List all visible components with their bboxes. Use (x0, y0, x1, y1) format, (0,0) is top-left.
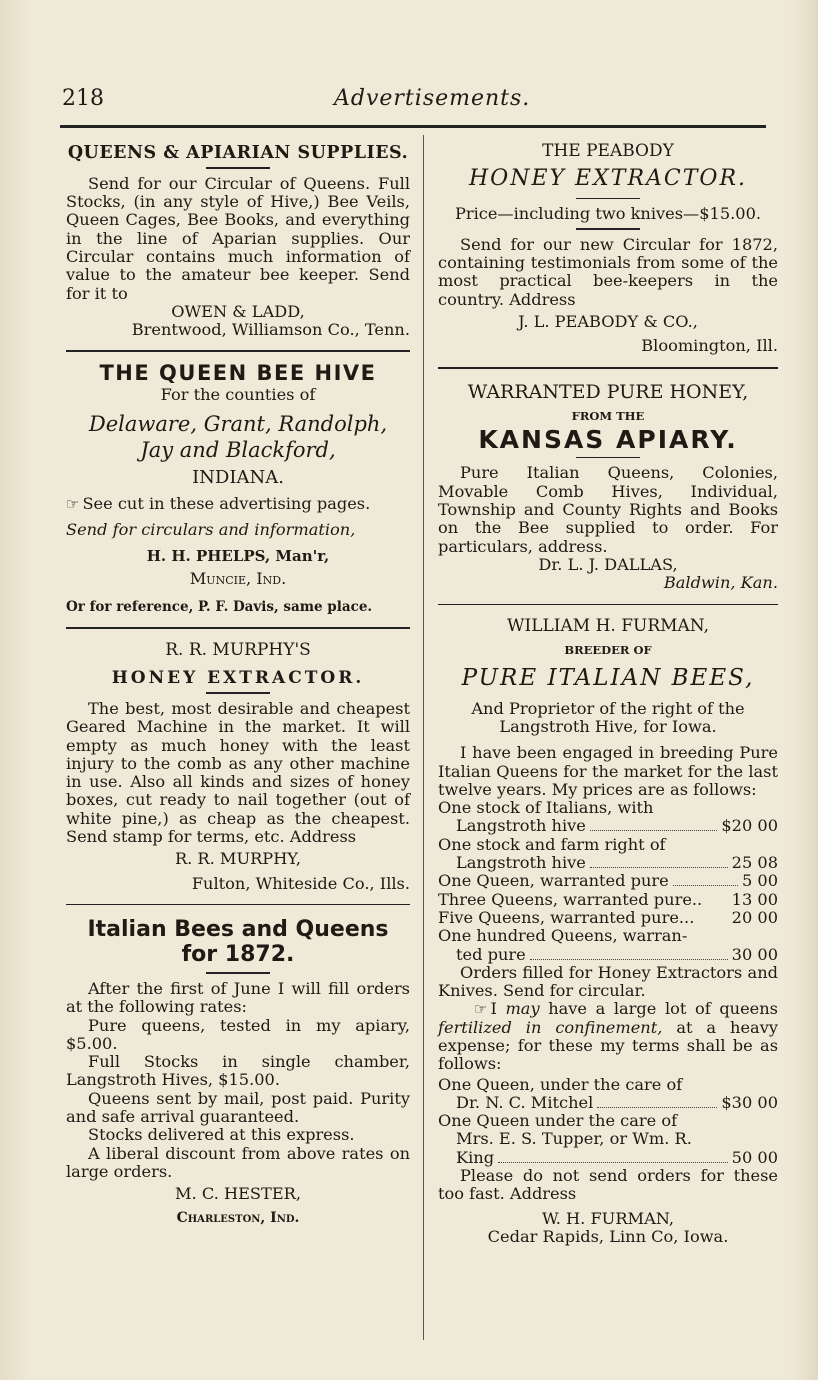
header-rule (60, 125, 766, 128)
price-row (438, 799, 778, 836)
orders-line: Orders filled for Honey Extractors and Knives. Send for circular. (438, 962, 778, 1001)
ad-title-main: KANSAS APIARY. (478, 424, 738, 454)
ad-title-top: R. R. MURPHY'S (165, 639, 311, 660)
ad-separator (66, 904, 410, 906)
ad-paragraph: Full Stocks in single chamber, Langstroth Hives, $15.00. (66, 1052, 410, 1090)
right-column (438, 136, 778, 1246)
price-label: Three Queens, warranted pure.. (438, 889, 703, 909)
page-number: 218 (62, 86, 104, 111)
leader-dots (530, 959, 728, 960)
price-label-cont: ted pure (456, 944, 526, 964)
ad-body: The best, most desirable and cheapest Geared Machine in the market. It will empty as much honey with the least injury to the comb as any other machine in use. Also all kinds and sizes of honey boxes, cut ready to nail together (out of white pine,) as cheap as the cheapest. Send stamp for terms, etc. Address (66, 698, 410, 847)
send-for-line: Send for circulars and information, (66, 520, 356, 540)
price-row (438, 909, 778, 927)
leader-dots (498, 1162, 728, 1163)
ad-owen-ladd (66, 144, 410, 339)
may-rest: have a large lot of queens (539, 999, 778, 1019)
price-value: 20 00 (731, 907, 778, 927)
ad-title-main: HONEY EXTRACTOR. (111, 668, 365, 689)
advertiser-address: Fulton, Whiteside Co., Ills. (191, 873, 410, 893)
leader-dots (590, 867, 728, 868)
price-value: 25 08 (731, 853, 778, 873)
ad-paragraph: After the first of June I will fill orders at the following rates: (66, 978, 410, 1017)
care-label-cont2: Mrs. E. S. Tupper, or Wm. R. (456, 1129, 692, 1149)
advertiser-town: Baldwin, Kan. (663, 573, 778, 593)
see-cut-line (66, 495, 410, 513)
see-cut-text: See cut in these advertising pages. (82, 493, 371, 513)
ad-body: Send for our Circular of Queens. Full Stocks, (in any style of Hive,) Bee Veils, Queen Cages, Bee Books, and everything in the line of Aparian supplies. Our Circular contains much information of value to the amateur bee keeper. Send for it to (66, 173, 410, 303)
leader-dots (597, 1107, 717, 1108)
advertiser-town: Charleston, Ind. (176, 1210, 300, 1227)
price-value: $20 00 (721, 816, 778, 836)
pointing-hand-icon: ☞ (474, 1000, 488, 1019)
short-rule (206, 972, 270, 974)
care-label: One Queen, under the care of (438, 1074, 683, 1094)
ad-body: Send for our new Circular for 1872, containing testimonials from some of the most practical bee-keepers in the country. Address (438, 234, 778, 309)
advertiser-town: Muncie, Ind. (189, 568, 287, 588)
price-list (438, 799, 778, 964)
ad-title-main: PURE ITALIAN BEES, (461, 664, 755, 691)
advertiser-address: Brentwood, Williamson Co., Tenn. (131, 320, 410, 340)
care-label: One Queen under the care of (438, 1111, 678, 1131)
left-column (66, 136, 410, 1228)
advertiser-name: R. R. MURPHY, (174, 849, 302, 869)
care-row (438, 1076, 778, 1113)
counties-line: Delaware, Grant, Randolph, (88, 411, 388, 436)
ad-title-main: HONEY EXTRACTOR. (469, 166, 747, 192)
price-label: One Queen, warranted pure (438, 871, 669, 891)
short-rule (576, 198, 640, 200)
care-price: 50 00 (731, 1147, 778, 1167)
ad-paragraph: Stocks delivered at this express. (88, 1125, 355, 1145)
price-label-cont: Langstroth hive (456, 816, 586, 836)
ad-title-top: THE PEABODY (542, 141, 674, 161)
breeder-of: BREEDER OF (564, 643, 652, 658)
advertiser-address: Cedar Rapids, Linn Co, Iowa. (487, 1226, 729, 1246)
may-paragraph (438, 1000, 778, 1073)
care-price: $30 00 (721, 1092, 778, 1112)
price-value: 30 00 (731, 944, 778, 964)
may-rest: at a heavy expense; for these my terms shall be as follows: (438, 1017, 778, 1074)
short-rule (206, 167, 270, 169)
ad-paragraph: Pure queens, tested in my apiary, $5.00. (66, 1015, 410, 1053)
price-label: One hundred Queens, warran- (438, 926, 688, 946)
price-row (438, 872, 778, 890)
column-divider (423, 135, 424, 1340)
price-label: Five Queens, warranted pure... (438, 907, 695, 927)
leader-dots (590, 830, 717, 831)
ad-title: WARRANTED PURE HONEY, (467, 380, 749, 403)
ad-separator (438, 367, 778, 369)
advertiser-name: W. H. FURMAN, (541, 1208, 675, 1228)
ad-hester (66, 917, 410, 1227)
ad-body: Pure Italian Queens, Colonies, Movable Comb Hives, Individual, Township and County Rights and Books on the Bee supplied to order. For particulars, address. (438, 463, 778, 556)
short-rule (206, 692, 270, 694)
ad-title: Italian Bees and Queens for 1872. (87, 917, 389, 968)
advertiser-name: OWEN & LADD, (171, 301, 305, 321)
running-head: Advertisements. (334, 86, 531, 111)
may-word: may (505, 999, 540, 1019)
ad-title: QUEENS & APIARIAN SUPPLIES. (67, 143, 409, 163)
ad-title: THE QUEEN BEE HIVE (99, 360, 377, 385)
price-line: Price—including two knives—$15.00. (454, 204, 762, 224)
may-prefix: I (490, 999, 506, 1019)
price-value: 13 00 (731, 889, 778, 909)
advertiser-town: Bloomington, Ill. (641, 336, 778, 356)
ad-murphy (66, 641, 410, 893)
price-row (438, 836, 778, 873)
reference-line: Or for reference, P. F. Davis, same place. (66, 599, 373, 616)
proprietor-line: And Proprietor of the right of the Langstroth Hive, for Iowa. (471, 698, 745, 736)
advertiser-name: Dr. L. J. DALLAS, (538, 554, 678, 574)
care-label-cont: Dr. N. C. Mitchel (456, 1092, 594, 1112)
price-label-cont: Langstroth hive (456, 853, 586, 873)
counties-line: Jay and Blackford, (140, 437, 336, 462)
ad-dallas (438, 381, 778, 593)
price-label: One stock and farm right of (438, 834, 666, 854)
please-line: Please do not send orders for these too fast. Address (438, 1166, 778, 1204)
ad-peabody (438, 142, 778, 356)
care-list (438, 1076, 778, 1167)
price-row (438, 891, 778, 909)
state-name: INDIANA. (192, 466, 284, 488)
ad-paragraph: Queens sent by mail, post paid. Purity and safe arrival guaranteed. (66, 1088, 410, 1126)
from-the: FROM THE (571, 408, 645, 423)
pointing-hand-icon: ☞ (66, 494, 80, 513)
advertiser-name: H. H. PHELPS, Man'r, (146, 547, 330, 566)
advertiser-name: J. L. PEABODY & CO., (518, 312, 698, 332)
short-rule (576, 457, 640, 459)
advertiser-name: M. C. HESTER, (175, 1184, 301, 1204)
ad-furman (438, 617, 778, 1246)
short-rule (576, 228, 640, 230)
ad-separator (66, 627, 410, 629)
care-row (438, 1112, 778, 1167)
ad-intro: I have been engaged in breeding Pure Italian Queens for the market for the last twelve years. My prices are as follows: (438, 743, 778, 799)
price-row (438, 927, 778, 964)
fertilized-phrase: fertilized in confinement, (438, 1017, 663, 1037)
counties-intro: For the counties of (160, 385, 316, 405)
ad-separator (438, 604, 778, 606)
price-value: 5 00 (741, 871, 778, 891)
ad-phelps (66, 360, 410, 616)
care-label-cont: King (456, 1147, 495, 1167)
ad-separator (66, 350, 410, 352)
ad-title-top: WILLIAM H. FURMAN, (507, 616, 709, 637)
price-label: One stock of Italians, with (438, 798, 654, 818)
page-header (62, 86, 762, 116)
leader-dots (673, 885, 738, 886)
ad-paragraph: A liberal discount from above rates on large orders. (66, 1143, 410, 1181)
